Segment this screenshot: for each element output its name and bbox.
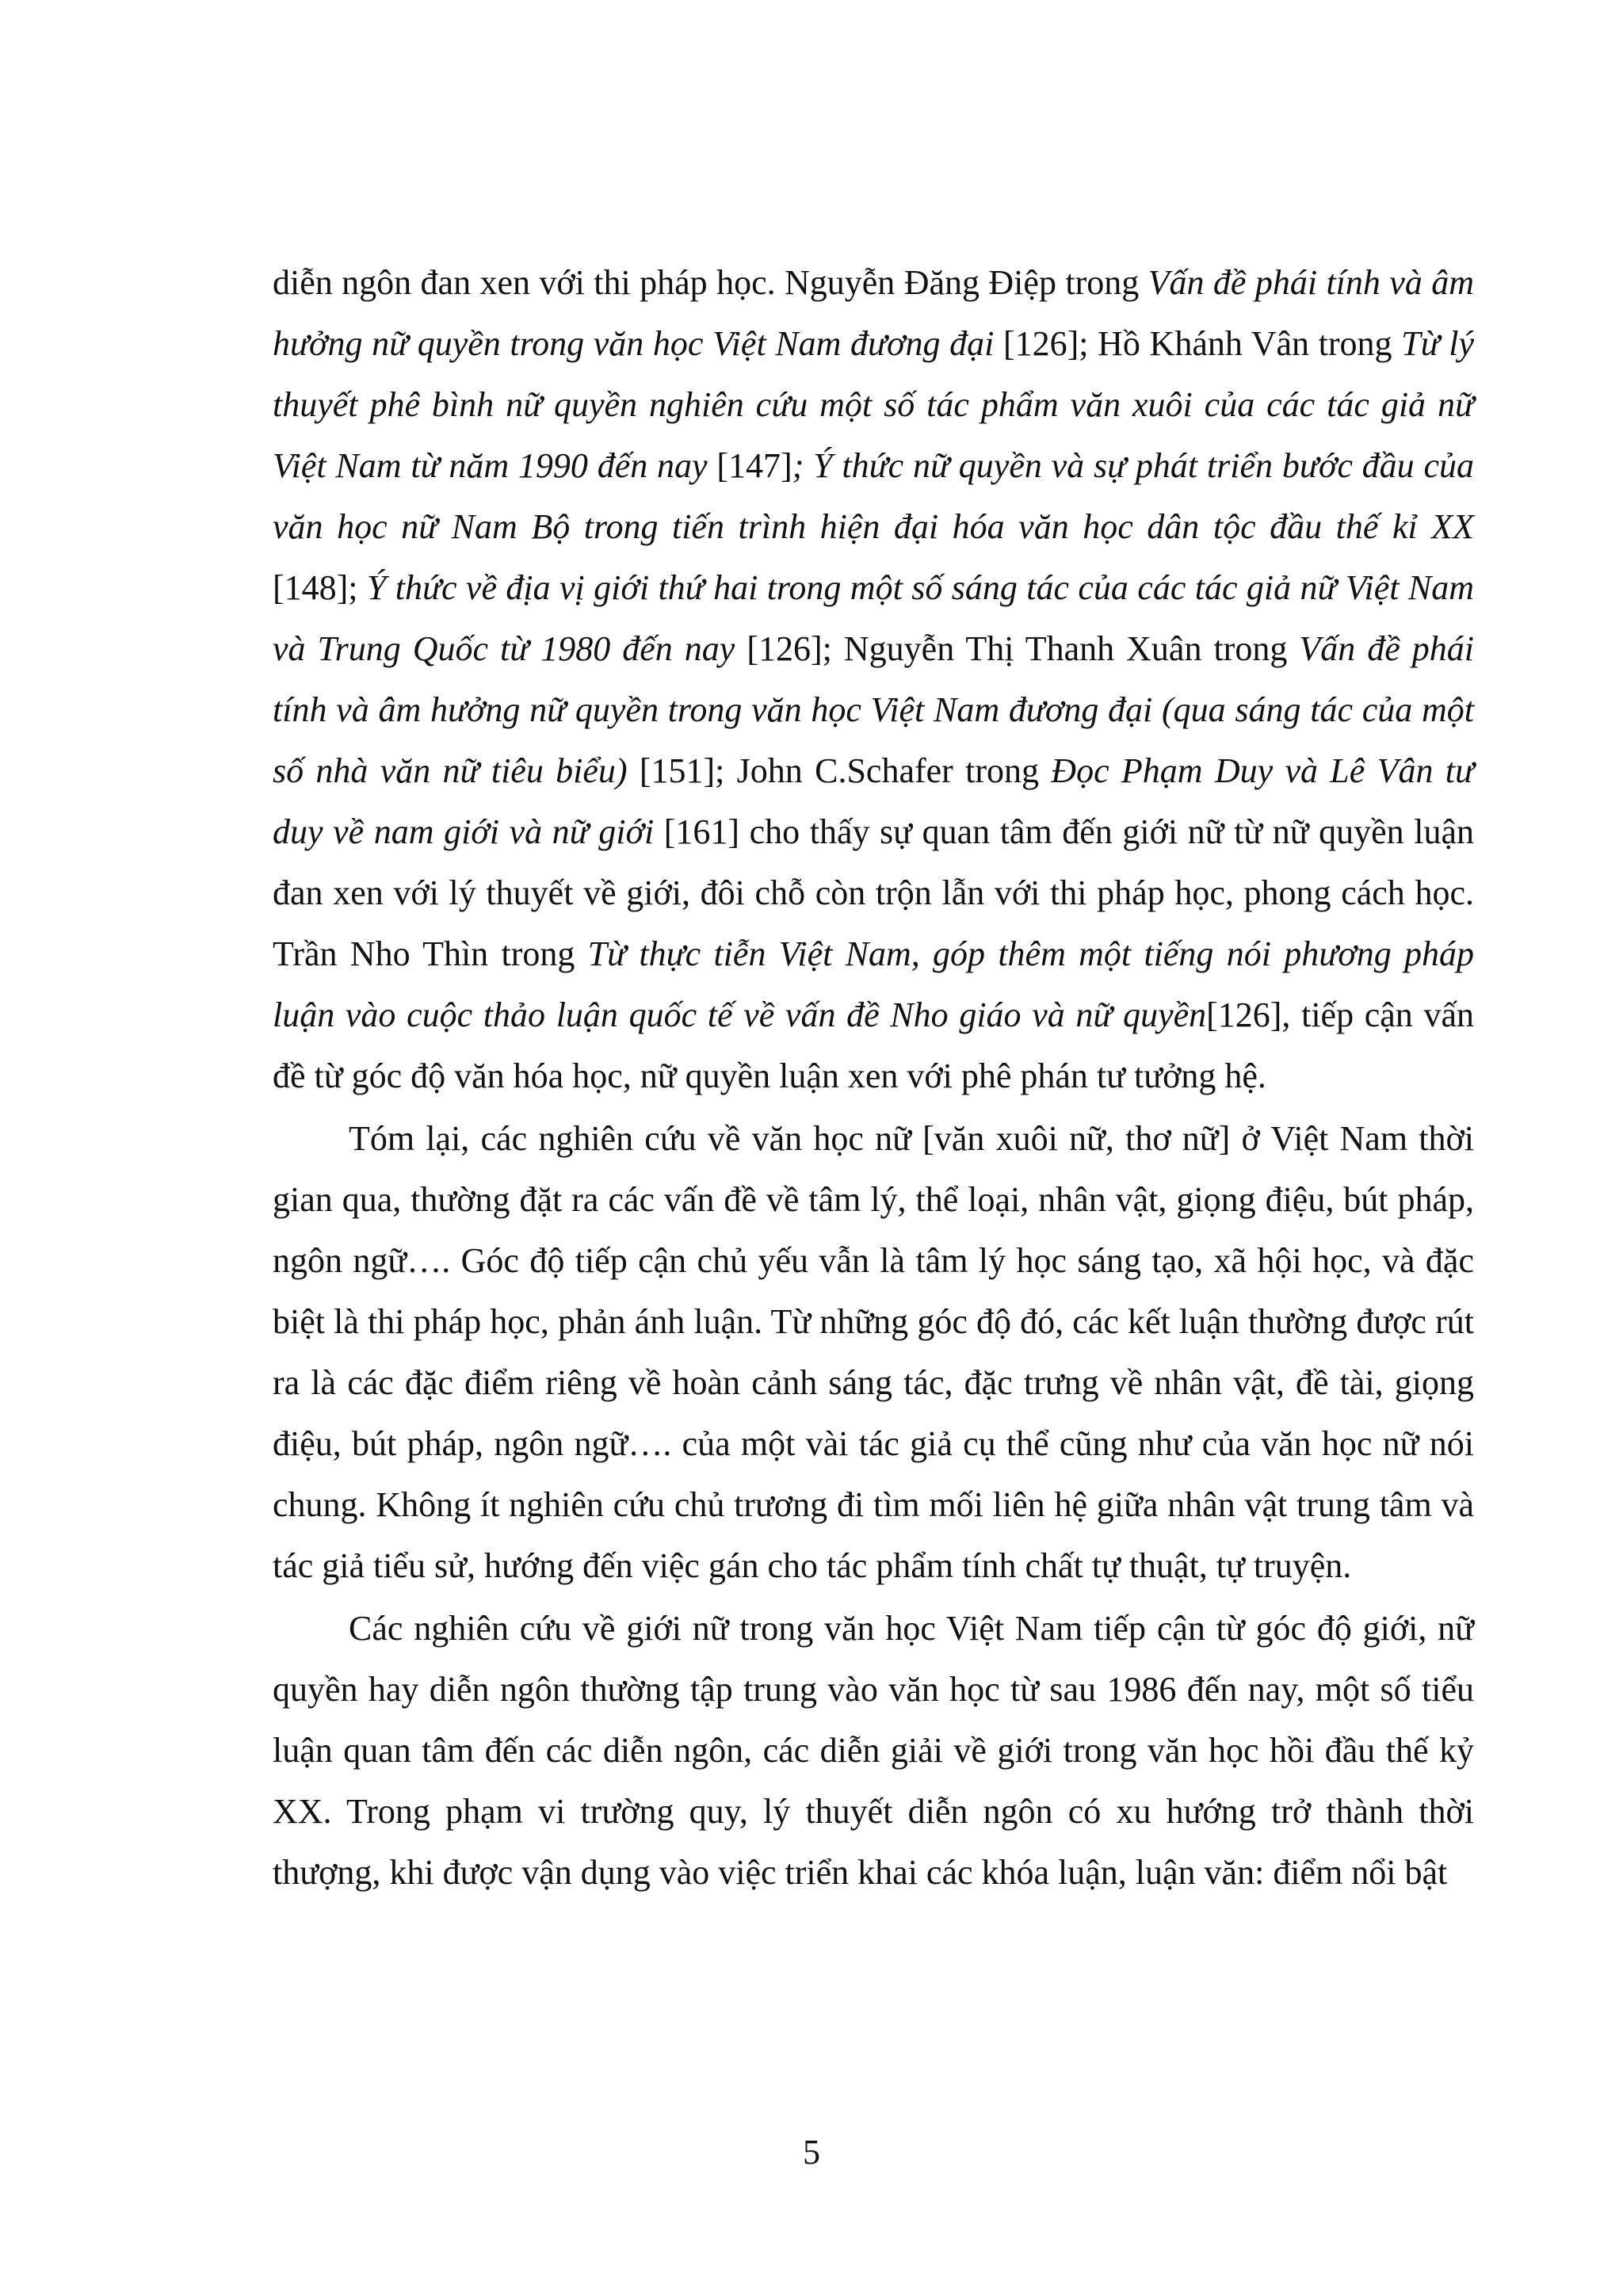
text-run: [147] (707, 446, 792, 485)
text-run: diễn ngôn đan xen với thi pháp học. Nguyễn Đăng Điệp trong (273, 263, 1148, 302)
text-run: [126]; Hồ Khánh Vân trong (994, 324, 1402, 363)
paragraph (273, 252, 1474, 1106)
text-run: [148]; (273, 568, 367, 607)
text-run: [161] cho thấy sự quan tâm đến giới nữ từ nữ quyền luận đan xen với lý thuyết về giới, đôi chỗ còn trộn lẫn với thi pháp học, phong cách học. Trần Nho Thìn trong (273, 812, 1474, 973)
paragraph (273, 1598, 1474, 1903)
italic-title-text: Từ lý thuyết phê bình nữ quyền nghiên cứu một số tác phẩm văn xuôi của các tác giả nữ Việt Nam từ năm 1990 đến nay (273, 324, 1474, 485)
paragraph (273, 1108, 1474, 1596)
italic-title-text: Vấn đề phái tính và âm hưởng nữ quyền trong văn học Việt Nam đương đại (273, 263, 1475, 363)
text-run: Tóm lại, các nghiên cứu về văn học nữ [văn xuôi nữ, thơ nữ] ở Việt Nam thời gian qua, thường đặt ra các vấn đề về tâm lý, thể loại, nhân vật, giọng điệu, bút pháp, ngôn ngữ…. Góc độ tiếp cận chủ yếu vẫn là tâm lý học sáng tạo, xã hội học, và đặc biệt là thi pháp học, phản ánh luận. Từ những góc độ đó, các kết luận thường được rút ra là các đặc điểm riêng về hoàn cảnh sáng tác, đặc trưng về nhân vật, đề tài, giọng điệu, bút pháp, ngôn ngữ…. của một vài tác giả cụ thể cũng như của văn học nữ nói chung. Không ít nghiên cứu chủ trương đi tìm mối liên hệ giữa nhân vật trung tâm và tác giả tiểu sử, hướng đến việc gán cho tác phẩm tính chất tự thuật, tự truyện. (273, 1119, 1474, 1585)
page-number: 5 (803, 2133, 820, 2172)
italic-title-text: ; Ý thức nữ quyền và sự phát triển bước đầu của văn học nữ Nam Bộ trong tiến trình hiện đại hóa văn học dân tộc đầu thế kỉ XX (273, 446, 1474, 546)
text-run: Các nghiên cứu về giới nữ trong văn học Việt Nam tiếp cận từ góc độ giới, nữ quyền hay diễn ngôn thường tập trung vào văn học từ sau 1986 đến nay, một số tiểu luận quan tâm đến các diễn ngôn, các diễn giải về giới trong văn học hồi đầu thế kỷ XX. Trong phạm vi trường quy, lý thuyết diễn ngôn có xu hướng trở thành thời thượng, khi được vận dụng vào việc triển khai các khóa luận, luận văn: điểm nổi bật (273, 1609, 1474, 1892)
italic-title-text: Đọc Phạm Duy và Lê Vân tư duy về nam giới và nữ giới (273, 751, 1474, 851)
body-text (273, 252, 1474, 1903)
text-run: [151]; John C.Schafer trong (627, 751, 1052, 790)
text-run: [126], tiếp cận vấn đề từ góc độ văn hóa học, nữ quyền luận xen với phê phán tư tưởng hệ. (273, 995, 1474, 1095)
italic-title-text: Từ thực tiễn Việt Nam, góp thêm một tiếng nói phương pháp luận vào cuộc thảo luận quốc tế về vấn đề Nho giáo và nữ quyền (273, 934, 1475, 1034)
italic-title-text: Vấn đề phái tính và âm hưởng nữ quyền trong văn học Việt Nam đương đại (qua sáng tác của một số nhà văn nữ tiêu biểu) (273, 629, 1474, 790)
text-run: [126]; Nguyễn Thị Thanh Xuân trong (735, 629, 1300, 668)
italic-title-text: Ý thức về địa vị giới thứ hai trong một số sáng tác của các tác giả nữ Việt Nam và Trung Quốc từ 1980 đến nay (273, 568, 1474, 668)
